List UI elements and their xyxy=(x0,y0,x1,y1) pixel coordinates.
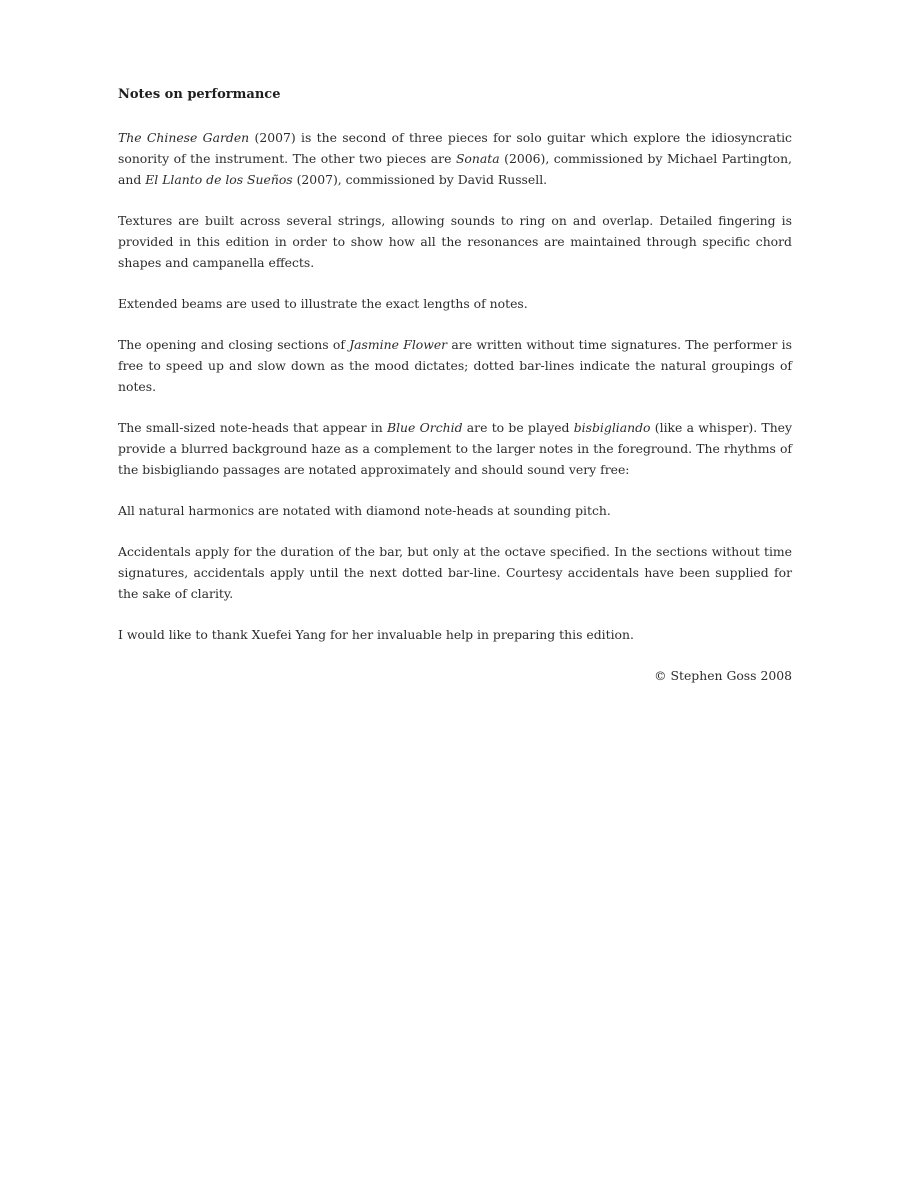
italic-title: Sonata xyxy=(455,151,500,166)
text-segment: (2007), commissioned by David Russell. xyxy=(292,172,548,187)
paragraph-list xyxy=(118,127,792,645)
text-segment: Textures are built across several strings, allowing sounds to ring on and overlap. Detailed fingering is provided in this edition in order to show how all the resonances are maintained through specific chord shapes and campanella effects. xyxy=(118,213,792,270)
text-segment: I would like to thank Xuefei Yang for her invaluable help in preparing this edition. xyxy=(118,627,634,642)
italic-title: bisbigliando xyxy=(573,420,651,435)
paragraph xyxy=(118,334,792,397)
text-segment: are written without time signatures. The performer is free to speed up and slow down as the mood dictates; dotted bar-lines indicate the natural groupings of notes. xyxy=(118,337,792,394)
text-segment: All natural harmonics are notated with diamond note-heads at sounding pitch. xyxy=(118,503,611,518)
paragraph xyxy=(118,210,792,273)
text-segment: (2007) is the second of three pieces for solo guitar which explore the idiosyncratic sonority of the instrument. The other two pieces are xyxy=(118,130,792,166)
italic-title: Blue Orchid xyxy=(386,420,463,435)
text-segment: (2006), commissioned by Michael Partington, and xyxy=(118,151,792,187)
document-content xyxy=(118,86,792,686)
text-segment: The opening and closing sections of xyxy=(118,337,350,352)
italic-title: Jasmine Flower xyxy=(349,337,448,352)
paragraph xyxy=(118,624,792,645)
copyright-signature: © Stephen Goss 2008 xyxy=(654,668,792,683)
text-segment: The small-sized note-heads that appear in xyxy=(118,420,387,435)
paragraph xyxy=(118,541,792,604)
text-segment: Accidentals apply for the duration of the bar, but only at the octave specified. In the sections without time signatures, accidentals apply until the next dotted bar-line. Courtesy accidentals have been supplied for the sake of clarity. xyxy=(118,544,792,601)
paragraph xyxy=(118,293,792,314)
paragraph xyxy=(118,500,792,521)
italic-title: The Chinese Garden xyxy=(118,130,250,145)
text-segment: (like a whisper). They provide a blurred background haze as a complement to the larger notes in the foreground. The rhythms of the bisbigliando passages are notated approximately and should sound very free: xyxy=(118,420,793,477)
italic-title: El Llanto de los Sueños xyxy=(145,172,293,187)
text-segment: Extended beams are used to illustrate the exact lengths of notes. xyxy=(118,296,528,311)
paragraph xyxy=(118,127,792,190)
page-title: Notes on performance xyxy=(118,87,281,102)
text-segment: are to be played xyxy=(462,420,574,435)
paragraph xyxy=(118,417,792,480)
